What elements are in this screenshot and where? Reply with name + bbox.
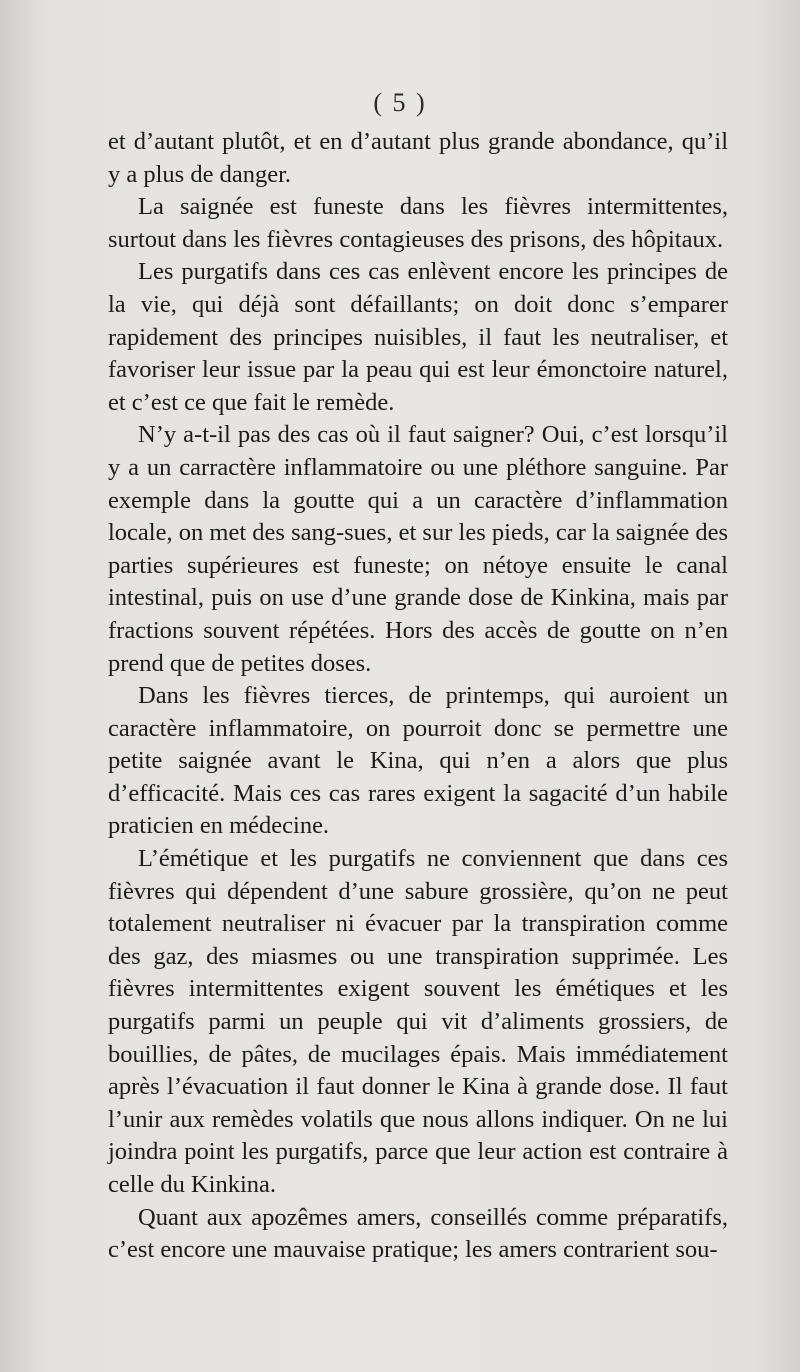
- paragraph-emetique: L’émétique et les purgatifs ne conviennent que dans ces fièvres qui dépendent d’une sabure grossière, qu’on ne peut totalement neutraliser ni évacuer par la transpiration comme des gaz, des miasmes ou une transpiration supprimée. Les fièvres intermittentes exigent souvent les émétiques et les purgatifs parmi un peuple qui vit d’aliments grossiers, de bouillies, de pâtes, de mucilages épais. Mais immédiatement après l’évacuation il faut donner le Kina à grande dose. Il faut l’unir aux remèdes volatils que nous allons indiquer. On ne lui joindra point les purgatifs, parce que leur action est contraire à celle du Kinkina.: [108, 845, 728, 1198]
- paragraph-purgatifs: Les purgatifs dans ces cas enlèvent encore les principes de la vie, qui déjà sont défaillants; on doit donc s’emparer rapidement des principes nuisibles, il faut les neutraliser, et favoriser leur issue par la peau qui est leur émonctoire naturel, et c’est ce que fait le remède.: [108, 258, 728, 416]
- paragraph-saignee: La saignée est funeste dans les fièvres intermittentes, surtout dans les fièvres contagieuses des prisons, des hôpitaux.: [108, 193, 728, 253]
- page-number: ( 5 ): [373, 88, 427, 117]
- paragraph-apozemes: Quant aux apozêmes amers, conseillés comme préparatifs, c’est encore une mauvaise pratique; les amers contrarient sou-: [108, 1203, 728, 1264]
- body-text: [108, 126, 728, 1267]
- paragraph-continuation: et d’autant plutôt, et en d’autant plus grande abondance, qu’il y a plus de danger.: [108, 128, 728, 188]
- paragraph-fievres-tierces: Dans les fièvres tierces, de printemps, qui auroient un caractère inflammatoire, on pourroit donc se permettre une petite saignée avant le Kina, qui n’en a alors que plus d’efficacité. Mais ces cas rares exigent la sagacité d’un habile praticien en médecine.: [108, 682, 728, 840]
- paragraph-saigner-question: N’y a-t-il pas des cas où il faut saigner? Oui, c’est lorsqu’il y a un carractère inflammatoire ou une pléthore sanguine. Par exemple dans la goutte qui a un caractère d’inflammation locale, on met des sang-sues, et sur les pieds, car la saignée des parties supérieures est funeste; on nétoye ensuite le canal intestinal, puis on use d’une grande dose de Kinkina, mais par fractions souvent répétées. Hors des accès de goutte on n’en prend que de petites doses.: [108, 421, 728, 677]
